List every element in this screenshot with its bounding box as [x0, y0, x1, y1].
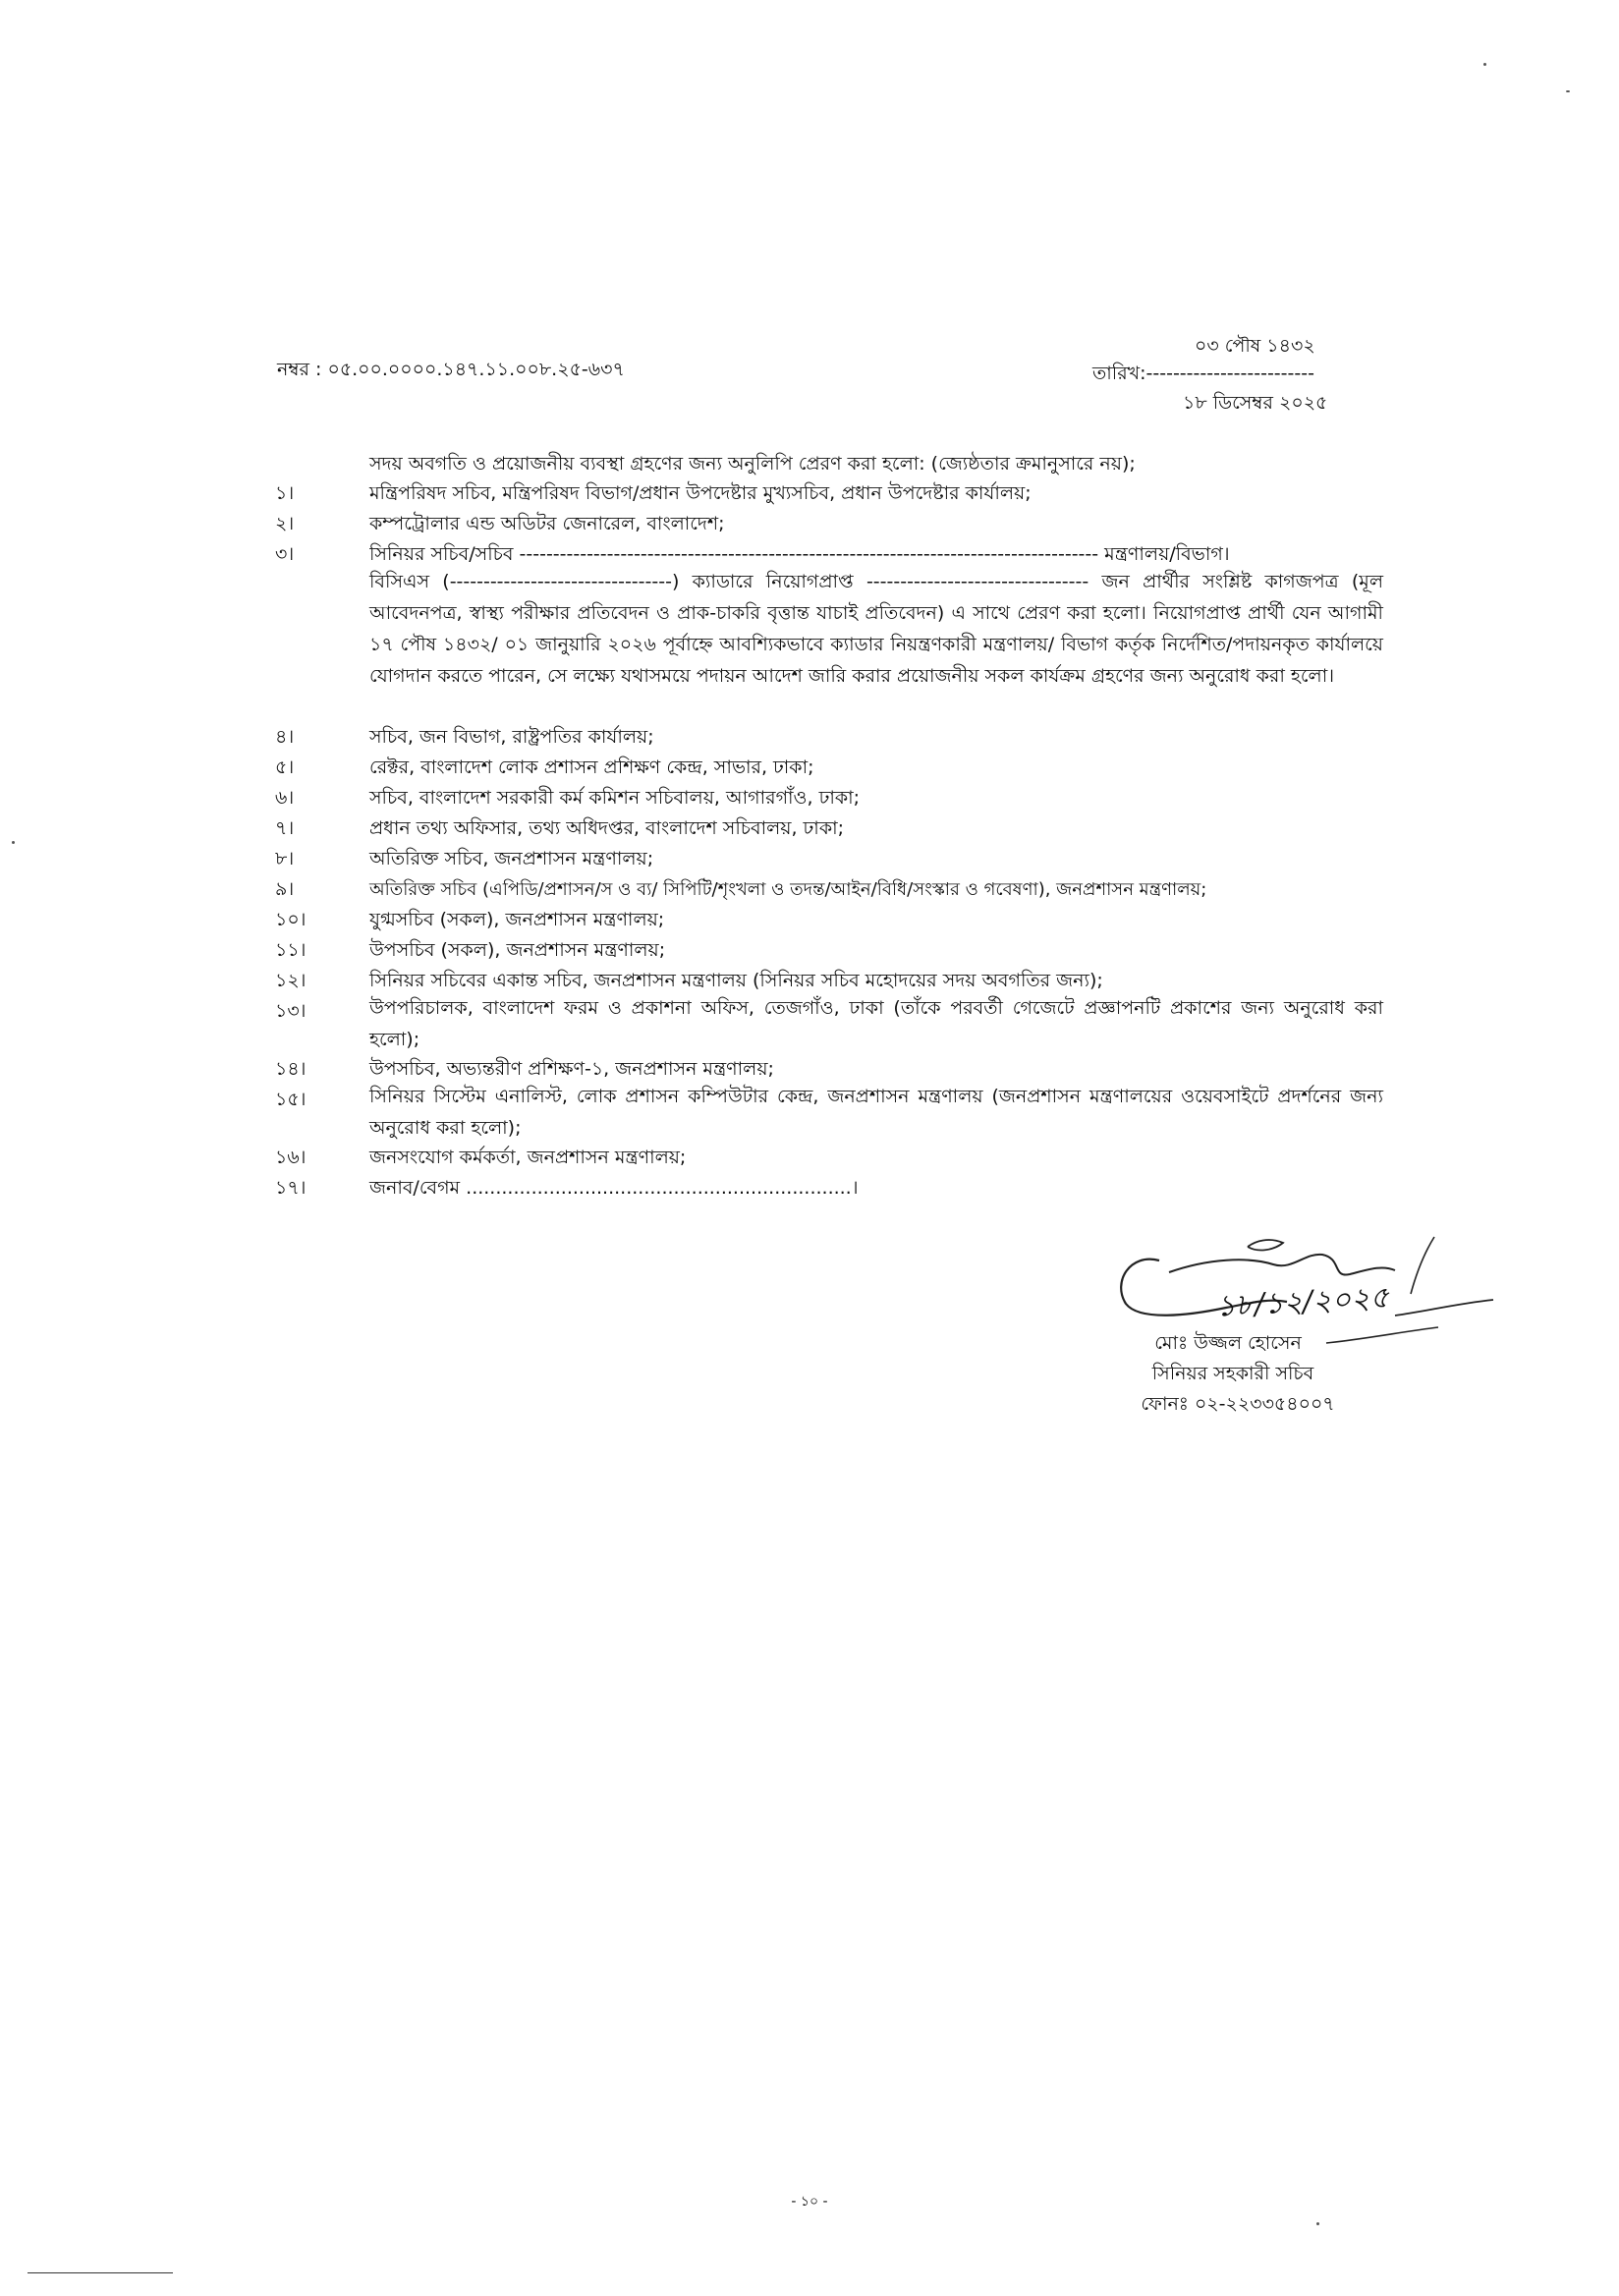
date-label: তারিখ:-------------------------: [1092, 363, 1314, 384]
scan-speck: [12, 841, 15, 844]
header-date-bangla: ০৩ পৌষ ১৪৩২: [1195, 335, 1315, 357]
scan-speck: [1566, 90, 1570, 92]
signature-date: ১৮/১২/২০২৫: [1215, 1280, 1390, 1324]
item-3-continuation: বিসিএস (---------------------------------) ক্যাডারে নিয়োগপ্রাপ্ত --------------------------------- জন প্রার্থীর সংশ্লিষ্ট কাগজপত্র (মূল আবেদনপত্র, স্বাস্থ্য পরীক্ষার প্রতিবেদন ও প্রাক-চাকরি বৃত্তান্ত যাচাই প্রতিবেদন) এ সাথে প্রেরণ করা হলো। নিয়োগপ্রাপ্ত প্রার্থী যেন আগামী ১৭ পৌষ ১৪৩২/ ০১ জানুয়ারি ২০২৬ পূর্বাহ্নে আবশ্যিকভাবে ক্যাডার নিয়ন্ত্রণকারী মন্ত্রণালয়/ বিভাগ কর্তৃক নির্দেশিত/পদায়নকৃত কার্যালয়ে যোগদান করতে পারেন, সে লক্ষ্যে যথাসময়ে পদায়ন আদেশ জারি করার প্রয়োজনীয় সকল কার্যক্রম গ্রহণের জন্য অনুরোধ করা হলো।: [369, 571, 1383, 687]
scan-speck: [1483, 63, 1486, 66]
footnote-separator: [28, 2272, 173, 2273]
signatory-name: মোঃ উজ্জল হোসেন: [1154, 1332, 1302, 1354]
signatory-designation: সিনিয়র সহকারী সচিব: [1151, 1363, 1314, 1384]
memo-number: নম্বর : ০৫.০০.০০০০.১৪৭.১১.০০৮.২৫-৬৩৭: [277, 359, 625, 380]
signatory-phone: ফোনঃ ০২-২২৩৩৫৪০০৭: [1141, 1393, 1335, 1415]
page-number: - ১০ -: [791, 2194, 828, 2210]
intro-text: সদয় অবগতি ও প্রয়োজনীয় ব্যবস্থা গ্রহণের জন্য অনুলিপি প্রেরণ করা হলো: (জ্যেষ্ঠতার ক্রমানুসারে নয়);: [369, 453, 1136, 475]
scan-speck: [1316, 2222, 1319, 2225]
header-date-english: ১৮ ডিসেম্বর ২০২৫: [1183, 392, 1328, 414]
